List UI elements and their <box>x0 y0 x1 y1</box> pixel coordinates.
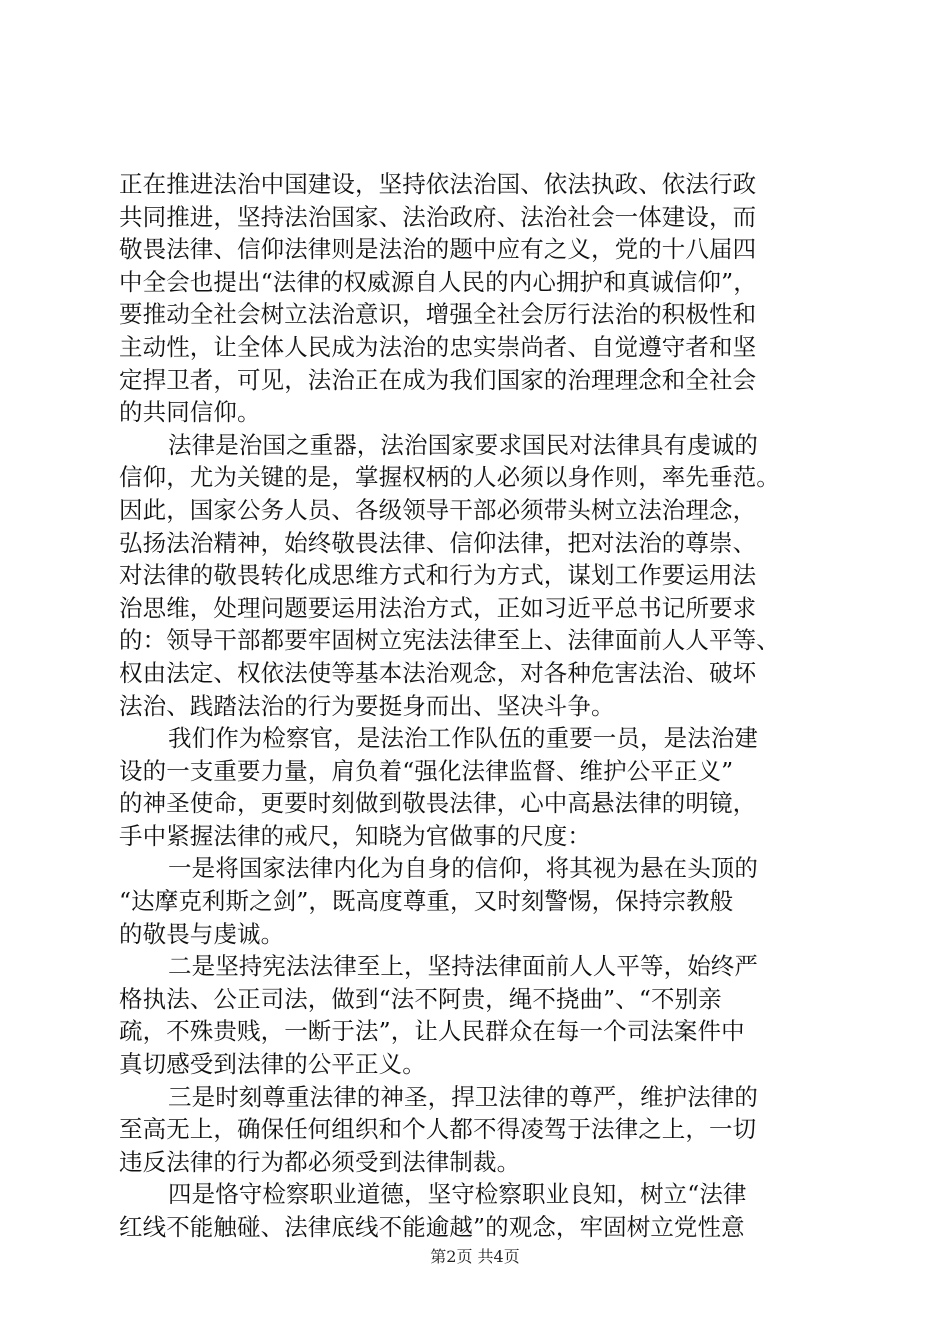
paragraph-first-line: 三是时刻尊重法律的神圣，捍卫法律的尊严，维护法律的 <box>168 1082 758 1111</box>
paragraph-first-line: 法律是治国之重器，法治国家要求国民对法律具有虔诚的 <box>168 430 758 459</box>
text-line: 的敬畏与虔诚。 <box>119 919 285 948</box>
text-line: 红线不能触碰、法律底线不能逾越”的观念，牢固树立党性意 <box>119 1213 745 1241</box>
paragraph-first-line: 我们作为检察官，是法治工作队伍的重要一员，是法治建 <box>168 724 758 753</box>
text-line: 因此，国家公务人员、各级领导干部必须带头树立法治理念， <box>119 495 757 524</box>
text-line: 的神圣使命，更要时刻做到敬畏法律，心中高悬法律的明镜， <box>119 789 757 818</box>
text-line: 的共同信仰。 <box>119 398 261 427</box>
text-line: 违反法律的行为都必须受到法律制裁。 <box>119 1147 521 1176</box>
paragraph-first-line: 四是恪守检察职业道德，坚守检察职业良知，树立“法律 <box>168 1180 747 1209</box>
text-line: 共同推进，坚持法治国家、法治政府、法治社会一体建设，而 <box>119 202 757 231</box>
text-line: 中全会也提出“法律的权威源自人民的内心拥护和真诚信仰”， <box>119 267 757 296</box>
text-line: 真切感受到法律的公平正义。 <box>119 1050 426 1079</box>
text-line: 敬畏法律、信仰法律则是法治的题中应有之义，党的十八届四 <box>119 235 757 264</box>
text-line: 格执法、公正司法，做到“法不阿贵，绳不挠曲”、“不别亲 <box>119 984 722 1013</box>
text-line: 正在推进法治中国建设，坚持依法治国、依法执政、依法行政 <box>119 170 757 198</box>
paragraph-first-line: 二是坚持宪法法律至上，坚持法律面前人人平等，始终严 <box>168 952 758 981</box>
text-line: 对法律的敬畏转化成思维方式和行为方式，谋划工作要运用法 <box>119 561 757 590</box>
text-line: 信仰，尤为关键的是，掌握权柄的人必须以身作则，率先垂范。 <box>119 463 780 492</box>
text-line: 治思维，处理问题要运用法治方式，正如习近平总书记所要求 <box>119 593 757 622</box>
text-line: 手中紧握法律的戒尺，知晓为官做事的尺度： <box>119 821 591 850</box>
text-line: 权由法定、权依法使等基本法治观念，对各种危害法治、破坏 <box>119 658 757 687</box>
document-body <box>119 168 839 1244</box>
text-line: 设的一支重要力量，肩负着“强化法律监督、维护公平正义” <box>119 756 734 785</box>
text-line: 法治、践踏法治的行为要挺身而出、坚决斗争。 <box>119 691 615 720</box>
paragraph-first-line: 一是将国家法律内化为自身的信仰，将其视为悬在头顶的 <box>168 854 758 883</box>
text-line: 要推动全社会树立法治意识，增强全社会厉行法治的积极性和 <box>119 300 757 329</box>
text-line: 疏，不殊贵贱，一断于法”，让人民群众在每一个司法案件中 <box>119 1017 745 1046</box>
text-line: 至高无上，确保任何组织和个人都不得凌驾于法律之上，一切 <box>119 1115 757 1144</box>
text-line: 的：领导干部都要牢固树立宪法法律至上、法律面前人人平等、 <box>119 626 780 655</box>
text-line: 主动性，让全体人民成为法治的忠实崇尚者、自觉遵守者和坚 <box>119 332 757 361</box>
page-number-footer: 第2页 共4页 <box>430 1247 520 1266</box>
text-line: 定捍卫者，可见，法治正在成为我们国家的治理理念和全社会 <box>119 365 757 394</box>
text-line: 弘扬法治精神，始终敬畏法律、信仰法律，把对法治的尊崇、 <box>119 528 757 557</box>
text-line: “达摩克利斯之剑”，既高度尊重，又时刻警惕，保持宗教般 <box>119 887 734 916</box>
